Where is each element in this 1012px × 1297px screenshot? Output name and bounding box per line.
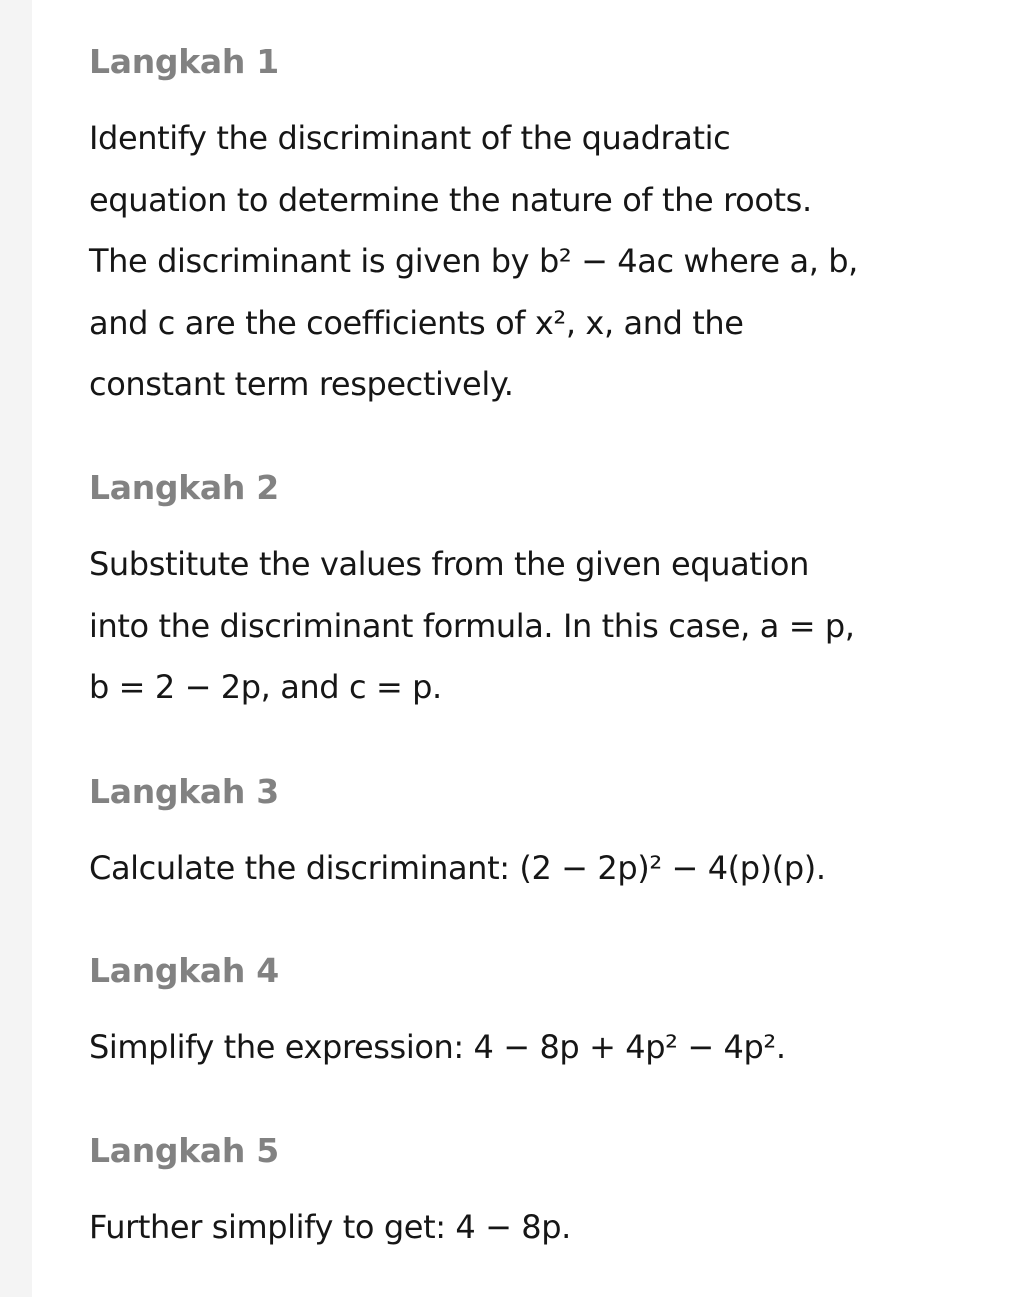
step-1-line-4: and c are the coefficients of x², x, and the bbox=[89, 303, 744, 342]
step-1 bbox=[89, 40, 999, 416]
step-1-line-3: The discriminant is given by b² − 4ac where a, b, bbox=[89, 242, 858, 280]
step-4 bbox=[89, 949, 999, 1079]
step-4-title: Langkah 4 bbox=[89, 951, 279, 990]
step-1-line-2: equation to determine the nature of the roots. bbox=[89, 180, 812, 219]
step-2-title: Langkah 2 bbox=[89, 468, 279, 507]
step-1-line-1: Identify the discriminant of the quadratic bbox=[89, 119, 731, 157]
step-2-line-3: b = 2 − 2p, and c = p. bbox=[89, 668, 442, 706]
step-2-line-2: into the discriminant formula. In this case, a = p, bbox=[89, 606, 855, 645]
step-3-line-1: Calculate the discriminant: (2 − 2p)² − 4(p)(p). bbox=[89, 849, 826, 887]
solution-steps-panel bbox=[32, 0, 1012, 1297]
step-2-line-1: Substitute the values from the given equation bbox=[89, 545, 809, 583]
step-5 bbox=[89, 1129, 999, 1259]
step-1-title: Langkah 1 bbox=[89, 42, 279, 81]
step-1-line-5: constant term respectively. bbox=[89, 365, 514, 403]
step-5-line-1: Further simplify to get: 4 − 8p. bbox=[89, 1208, 571, 1246]
step-1-body bbox=[89, 108, 999, 416]
step-5-title: Langkah 5 bbox=[89, 1131, 279, 1170]
step-5-body bbox=[89, 1197, 999, 1259]
step-3-body bbox=[89, 838, 999, 900]
step-3-title: Langkah 3 bbox=[89, 772, 279, 811]
step-4-line-1: Simplify the expression: 4 − 8p + 4p² − 4p². bbox=[89, 1028, 786, 1066]
step-2 bbox=[89, 466, 999, 719]
step-4-body bbox=[89, 1017, 999, 1079]
step-2-body bbox=[89, 534, 999, 719]
step-3 bbox=[89, 770, 999, 900]
